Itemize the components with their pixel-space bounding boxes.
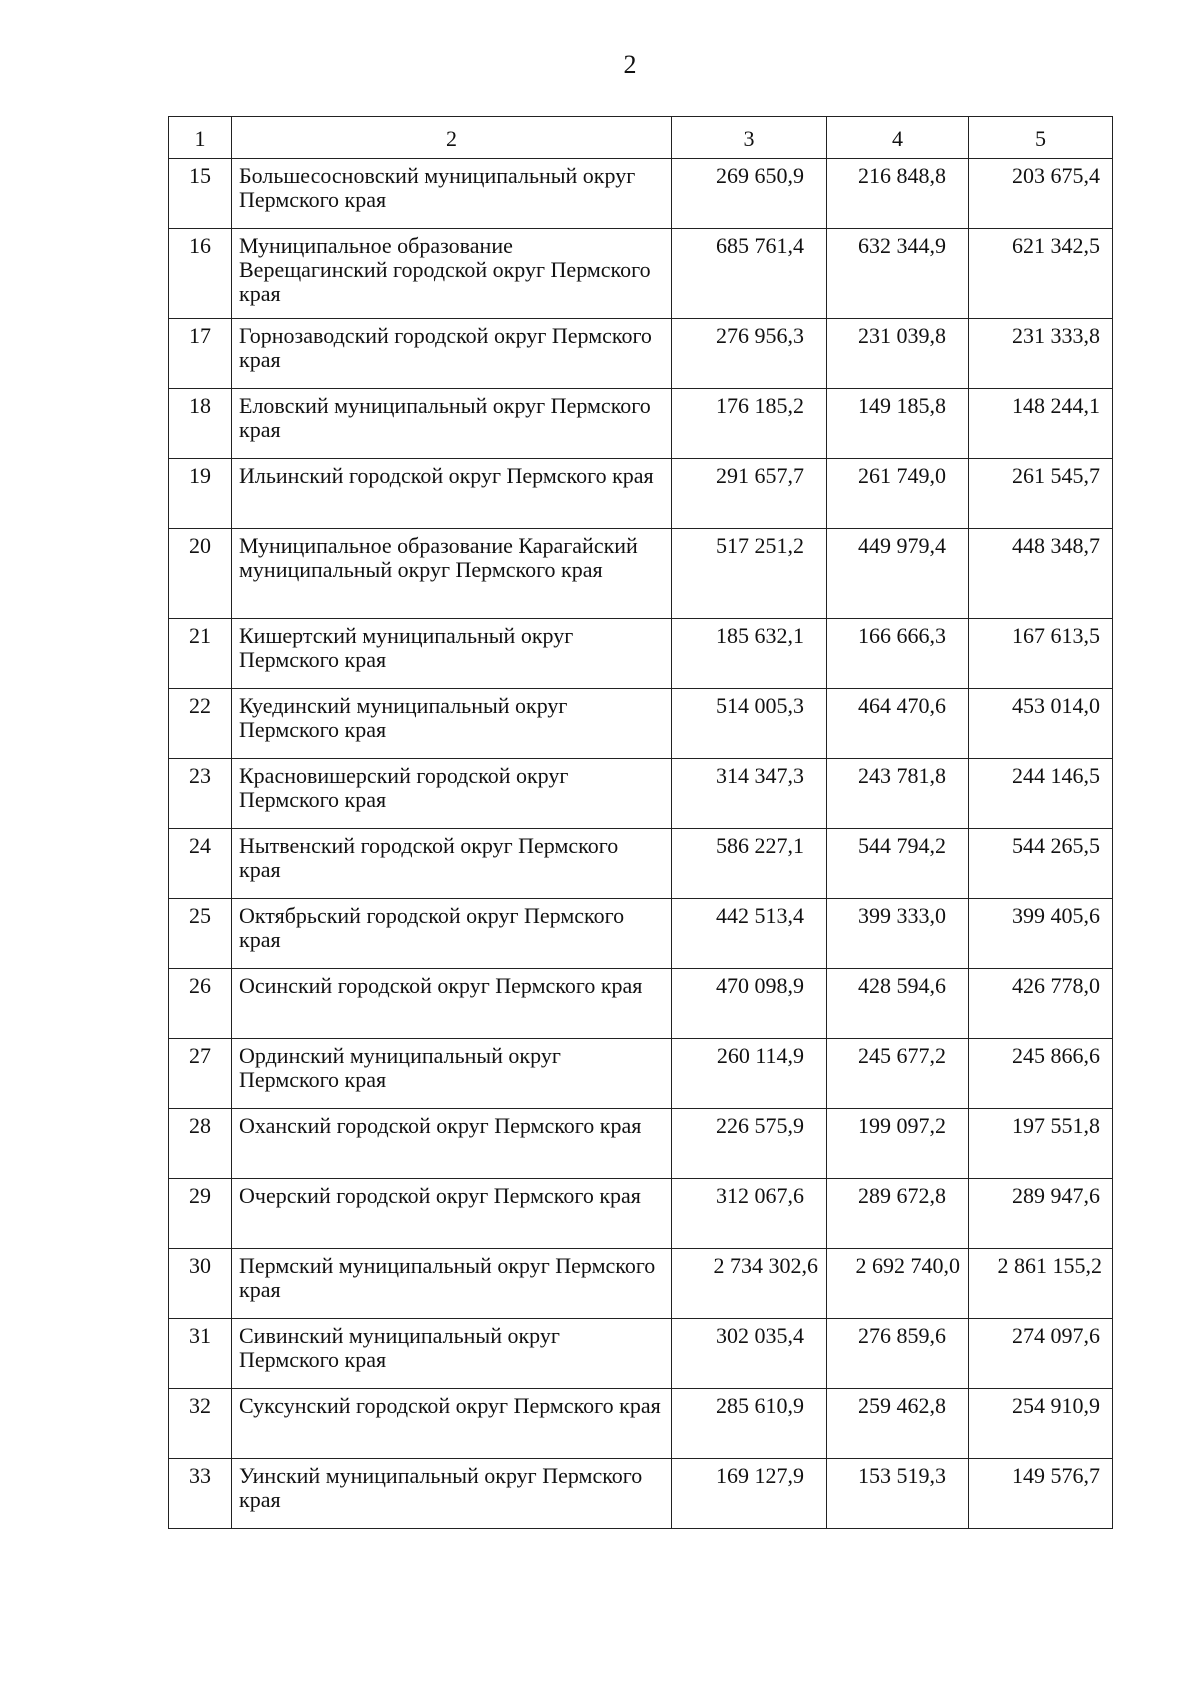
value-col4: 199 097,2 (827, 1109, 969, 1179)
row-number: 32 (169, 1389, 232, 1459)
value-col5: 453 014,0 (969, 689, 1113, 759)
header-cell-col1: 1 (169, 117, 232, 159)
row-number: 18 (169, 389, 232, 459)
row-number: 23 (169, 759, 232, 829)
row-number: 28 (169, 1109, 232, 1179)
municipality-name: Муниципальное образование Карагайский муниципальный округ Пермского края (232, 529, 672, 619)
value-col4: 149 185,8 (827, 389, 969, 459)
municipality-name: Ординский муниципальный округ Пермского края (232, 1039, 672, 1109)
table-row (169, 1389, 1113, 1459)
table-row (169, 969, 1113, 1039)
value-col3: 269 650,9 (672, 159, 827, 229)
table-row (169, 1179, 1113, 1249)
municipality-name: Суксунский городской округ Пермского края (232, 1389, 672, 1459)
row-number: 17 (169, 319, 232, 389)
value-col4: 216 848,8 (827, 159, 969, 229)
table-row (169, 689, 1113, 759)
value-col4: 243 781,8 (827, 759, 969, 829)
municipality-name: Осинский городской округ Пермского края (232, 969, 672, 1039)
value-col3: 226 575,9 (672, 1109, 827, 1179)
row-number: 30 (169, 1249, 232, 1319)
value-col3: 442 513,4 (672, 899, 827, 969)
value-col3: 185 632,1 (672, 619, 827, 689)
value-col3: 586 227,1 (672, 829, 827, 899)
municipality-name: Уинский муниципальный округ Пермского края (232, 1459, 672, 1529)
value-col4: 276 859,6 (827, 1319, 969, 1389)
row-number: 21 (169, 619, 232, 689)
municipality-name: Нытвенский городской округ Пермского края (232, 829, 672, 899)
value-col4: 399 333,0 (827, 899, 969, 969)
table-row (169, 829, 1113, 899)
row-number: 19 (169, 459, 232, 529)
municipality-name: Куединский муниципальный округ Пермского края (232, 689, 672, 759)
value-col4: 245 677,2 (827, 1039, 969, 1109)
value-col5: 399 405,6 (969, 899, 1113, 969)
header-cell-col3: 3 (672, 117, 827, 159)
row-number: 15 (169, 159, 232, 229)
municipality-name: Муниципальное образование Верещагинский городской округ Пермского края (232, 229, 672, 319)
value-col5: 245 866,6 (969, 1039, 1113, 1109)
value-col3: 517 251,2 (672, 529, 827, 619)
value-col4: 289 672,8 (827, 1179, 969, 1249)
value-col5: 203 675,4 (969, 159, 1113, 229)
value-col5: 544 265,5 (969, 829, 1113, 899)
value-col4: 231 039,8 (827, 319, 969, 389)
municipality-name: Большесосновский муниципальный округ Пермского края (232, 159, 672, 229)
value-col5: 167 613,5 (969, 619, 1113, 689)
table-row (169, 899, 1113, 969)
value-col4: 464 470,6 (827, 689, 969, 759)
table-row (169, 1249, 1113, 1319)
value-col3: 169 127,9 (672, 1459, 827, 1529)
value-col5: 244 146,5 (969, 759, 1113, 829)
table-row (169, 1109, 1113, 1179)
table-row (169, 619, 1113, 689)
value-col3: 285 610,9 (672, 1389, 827, 1459)
value-col4: 166 666,3 (827, 619, 969, 689)
value-col5: 448 348,7 (969, 529, 1113, 619)
value-col3: 176 185,2 (672, 389, 827, 459)
value-col4: 261 749,0 (827, 459, 969, 529)
row-number: 25 (169, 899, 232, 969)
row-number: 33 (169, 1459, 232, 1529)
municipality-name: Очерский городской округ Пермского края (232, 1179, 672, 1249)
value-col3: 2 734 302,6 (672, 1249, 827, 1319)
value-col4: 153 519,3 (827, 1459, 969, 1529)
value-col3: 685 761,4 (672, 229, 827, 319)
table-row (169, 759, 1113, 829)
municipality-name: Оханский городской округ Пермского края (232, 1109, 672, 1179)
municipality-name: Пермский муниципальный округ Пермского края (232, 1249, 672, 1319)
value-col3: 470 098,9 (672, 969, 827, 1039)
value-col5: 254 910,9 (969, 1389, 1113, 1459)
value-col5: 148 244,1 (969, 389, 1113, 459)
value-col5: 231 333,8 (969, 319, 1113, 389)
municipality-name: Сивинский муниципальный округ Пермского края (232, 1319, 672, 1389)
municipality-name: Кишертский муниципальный округ Пермского края (232, 619, 672, 689)
value-col5: 261 545,7 (969, 459, 1113, 529)
value-col4: 632 344,9 (827, 229, 969, 319)
budget-table (168, 116, 1113, 1529)
row-number: 31 (169, 1319, 232, 1389)
row-number: 29 (169, 1179, 232, 1249)
value-col3: 276 956,3 (672, 319, 827, 389)
value-col4: 544 794,2 (827, 829, 969, 899)
value-col5: 2 861 155,2 (969, 1249, 1113, 1319)
municipality-name: Ильинский городской округ Пермского края (232, 459, 672, 529)
municipality-name: Октябрьский городской округ Пермского края (232, 899, 672, 969)
value-col5: 426 778,0 (969, 969, 1113, 1039)
row-number: 20 (169, 529, 232, 619)
header-cell-col5: 5 (969, 117, 1113, 159)
page-number: 2 (623, 50, 637, 79)
municipality-name: Горнозаводский городской округ Пермского края (232, 319, 672, 389)
row-number: 16 (169, 229, 232, 319)
municipality-name: Красновишерский городской округ Пермского края (232, 759, 672, 829)
value-col3: 312 067,6 (672, 1179, 827, 1249)
table-row (169, 319, 1113, 389)
value-col5: 274 097,6 (969, 1319, 1113, 1389)
row-number: 27 (169, 1039, 232, 1109)
header-cell-col2: 2 (232, 117, 672, 159)
value-col3: 302 035,4 (672, 1319, 827, 1389)
row-number: 26 (169, 969, 232, 1039)
table-header-row (169, 117, 1113, 159)
value-col5: 149 576,7 (969, 1459, 1113, 1529)
row-number: 24 (169, 829, 232, 899)
table-row (169, 229, 1113, 319)
table-row (169, 1039, 1113, 1109)
value-col3: 260 114,9 (672, 1039, 827, 1109)
value-col3: 291 657,7 (672, 459, 827, 529)
value-col4: 428 594,6 (827, 969, 969, 1039)
value-col4: 2 692 740,0 (827, 1249, 969, 1319)
header-cell-col4: 4 (827, 117, 969, 159)
value-col5: 621 342,5 (969, 229, 1113, 319)
table-row (169, 1319, 1113, 1389)
value-col4: 259 462,8 (827, 1389, 969, 1459)
table-row (169, 529, 1113, 619)
value-col4: 449 979,4 (827, 529, 969, 619)
municipality-name: Еловский муниципальный округ Пермского края (232, 389, 672, 459)
row-number: 22 (169, 689, 232, 759)
value-col3: 514 005,3 (672, 689, 827, 759)
table-row (169, 1459, 1113, 1529)
value-col3: 314 347,3 (672, 759, 827, 829)
table-row (169, 389, 1113, 459)
table-row (169, 459, 1113, 529)
value-col5: 197 551,8 (969, 1109, 1113, 1179)
value-col5: 289 947,6 (969, 1179, 1113, 1249)
table-row (169, 159, 1113, 229)
